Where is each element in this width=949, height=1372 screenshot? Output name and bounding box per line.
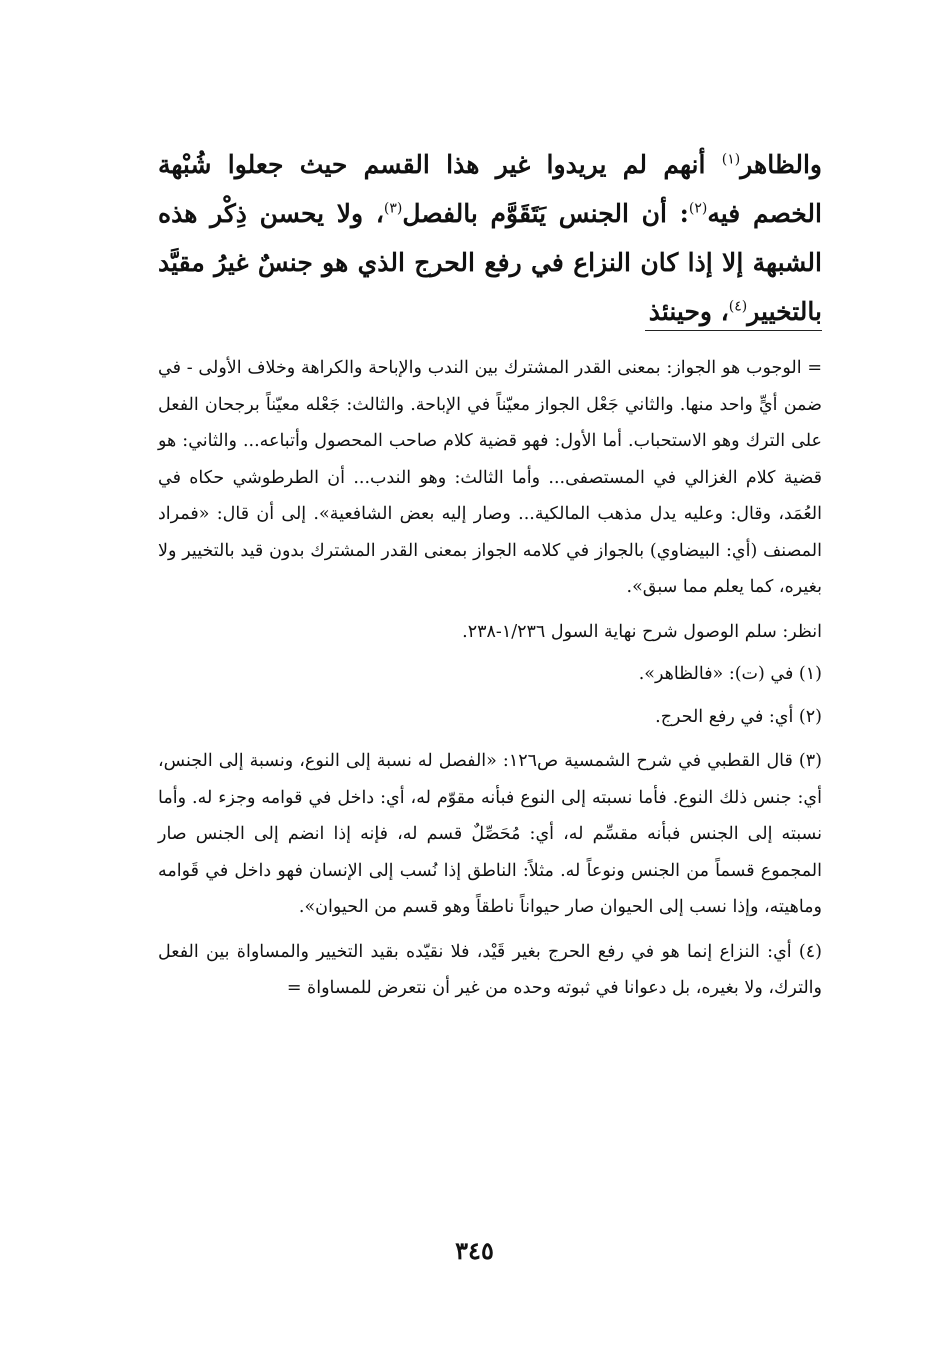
page-number: ٣٤٥: [455, 1236, 494, 1265]
footnote-text: (٣) قال القطبي في شرح الشمسية ص١٢٦: «الفصل له نسبة إلى النوع، ونسبة إلى الجنس، أي: جنس ذلك النوع. فأما نسبته إلى النوع فبأنه مقوّم له، أي: داخل في قوامه وجزء له. وأما نسبته إلى الجنس فبأنه مقسِّم له، أي: مُحَصِّلٌ قسم له، فإنه إذا انضم إلى الجنس صار المجموع قسماً من الجنس ونوعاً له. مثلاً: الناطق إذا نُسب إلى الإنسان فهو داخل في قَوامه وماهيته، وإذا نسب إلى الحيوان صار حيواناً ناطقاً وهو قسم من الحيوان».: [158, 751, 822, 917]
main-text-part: ، وحينئذ: [648, 297, 729, 326]
main-text-part: أنهم لم يريدوا غير هذا القسم حيث جعلوا شُبْهة الخصم فيه: [158, 150, 822, 228]
footnote-ref-4: (٤): [728, 298, 748, 315]
footnote-text: (٢) أي: في رفع الحرج.: [655, 706, 822, 727]
main-text-part: ، ولا يحسن ذِكْر هذه الشبهة إلا إذا كان النزاع في رفع الحرج الذي هو جنسٌ غيرُ مقيَّد بالتخيير: [158, 199, 822, 326]
footnote-3: [158, 743, 822, 926]
footnote-text: انظر: سلم الوصول شرح نهاية السول ١/٢٣٦-٢٣٨.: [462, 621, 822, 642]
footnote-separator: [645, 330, 822, 331]
footnote-text: (٤) أي: النزاع إنما هو في رفع الحرج بغير قَيْد، فلا نقيّده بقيد التخيير والمساواة بين الفعل والترك، ولا بغيره، بل دعوانا في ثبوته وحده من غير أن نتعرض للمساواة =: [158, 941, 822, 998]
footnote-source: [158, 614, 822, 651]
footnote-ref-3: (٣): [383, 200, 403, 217]
footnote-text: (١) في (ت): «فالظاهر».: [638, 664, 822, 684]
footnote-2: [158, 699, 822, 736]
main-text-part: : أن الجنس يَتَقَوَّم بالفصل: [402, 199, 689, 228]
main-text: [158, 140, 822, 336]
footnote-text: = الوجوب هو الجواز: بمعنى القدر المشترك بين الندب والإباحة والكراهة وخلاف الأولى - في ضمن أيٍّ واحد منها. والثاني جَعْل الجواز معيّناً في الإباحة. والثالث: جَعْله معيّناً برجحان الفعل على الترك وهو الاستحباب. أما الأول: فهو قضية كلام صاحب المحصول وأتباعه... والثاني: هو قضية كلام الغزالي في المستصفى... وأما الثالث: وهو الندب... أن الطرطوشي حكاه في العُمَد، وقال: وعليه يدل مذهب المالكية... وصار إليه بعض الشافعية». إلى أن قال: «فمراد المصنف (أي: البيضاوي) بالجواز في كلامه الجواز بمعنى القدر المشترك بدون قيد بالتخيير ولا بغيره، كما يعلم مما سبق».: [158, 358, 822, 597]
footnote-ref-2: (٢): [688, 200, 708, 217]
footnote-ref-1: (١): [721, 151, 741, 168]
main-text-part: والظاهر: [740, 150, 822, 179]
main-paragraph: [158, 140, 822, 336]
footnotes: [158, 350, 822, 1013]
footnote-4: [158, 934, 822, 1007]
footnote-1: [158, 656, 822, 693]
footnote-continuation: [158, 350, 822, 606]
